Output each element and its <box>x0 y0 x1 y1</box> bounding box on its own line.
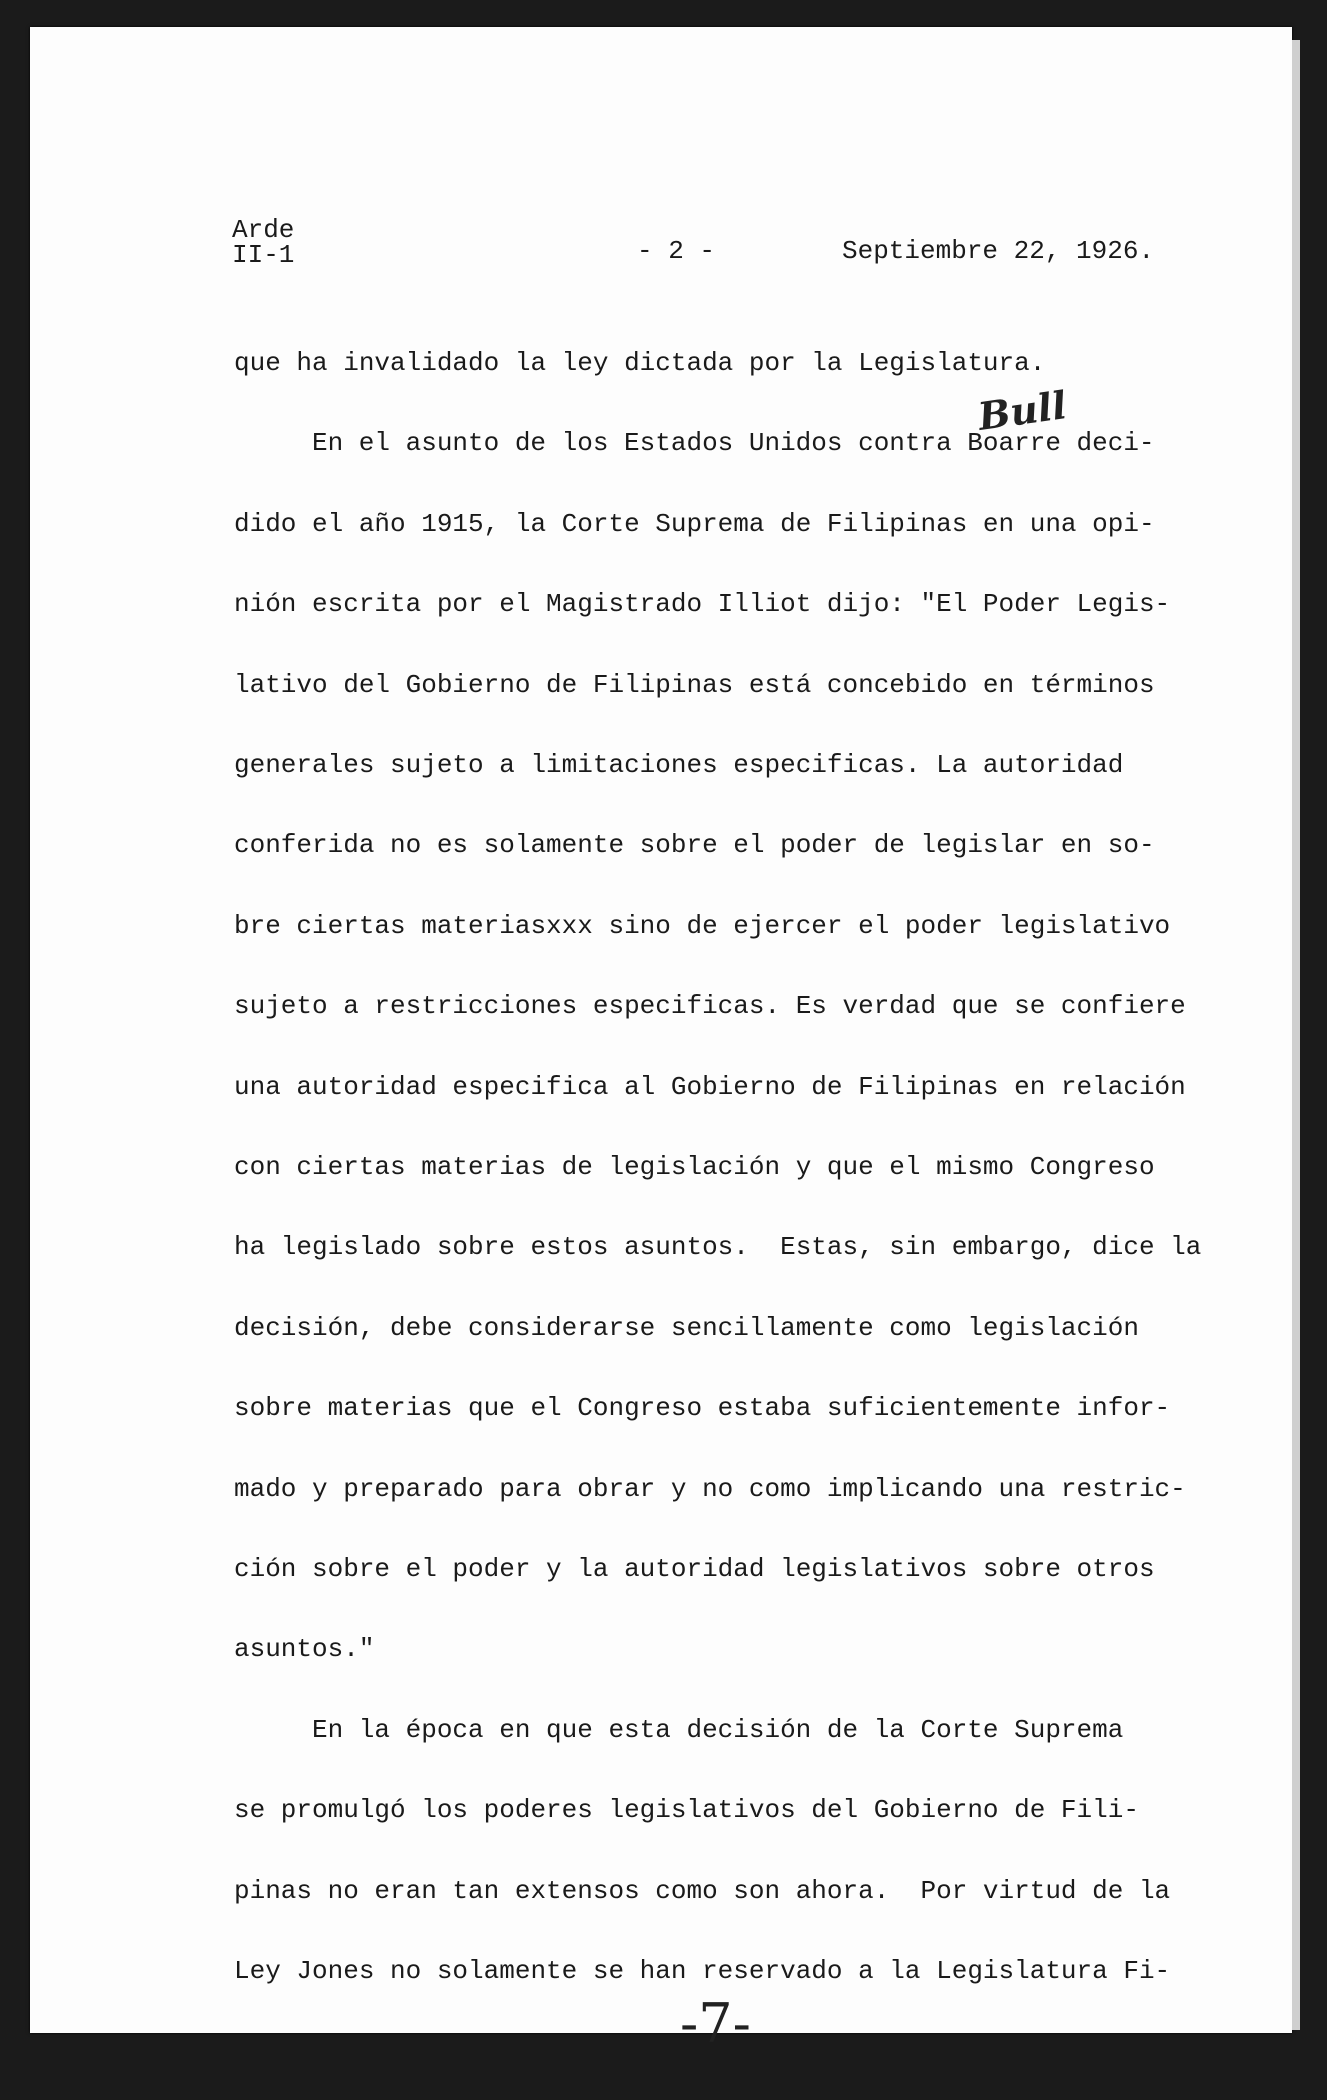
handwritten-correction: Bull <box>975 382 1070 439</box>
text-line: una autoridad especifica al Gobierno de Filipinas en relación <box>234 1071 1186 1102</box>
document-date: Septiembre 22, 1926. <box>842 236 1155 266</box>
text-line: que ha invalidado la ley dictada por la Legislatura. <box>234 348 1046 378</box>
text-line: sujeto a restricciones especificas. Es verdad que se confiere <box>234 991 1186 1022</box>
text-line: generales sujeto a limitaciones especificas. La autoridad <box>234 750 1124 780</box>
text-line: En la época en que esta decisión de la Corte Suprema <box>312 1714 1124 1745</box>
text-line: conferida no es solamente sobre el poder de legislar en so- <box>234 830 1155 861</box>
text-line: ha legislado sobre estos asuntos. Estas, sin embargo, dice la <box>234 1232 1202 1263</box>
text-line: bre ciertas materiasxxx sino de ejercer el poder legislativo <box>234 910 1171 941</box>
reference-number: II-1 <box>232 240 295 270</box>
text-line: dido el año 1915, la Corte Suprema de Filipinas en una opi- <box>234 508 1155 539</box>
page-edge <box>1292 40 1300 2030</box>
text-line: mado y preparado para obrar y no como implicando una restric- <box>234 1473 1186 1504</box>
text-line: nión escrita por el Magistrado Illiot dijo: "El Poder Legis- <box>234 589 1171 620</box>
page-number: - 2 - <box>637 236 716 266</box>
text-line: lativo del Gobierno de Filipinas está concebido en términos <box>234 669 1155 700</box>
handwritten-page-mark: -7- <box>680 1992 751 2055</box>
text-line: con ciertas materias de legislación y que el mismo Congreso <box>234 1152 1155 1182</box>
text-line: pinas no eran tan extensos como son ahora. Por virtud de la <box>234 1875 1171 1906</box>
text-line: En el asunto de los Estados Unidos contra Boarre deci- <box>312 428 1155 459</box>
text-line: sobre materias que el Congreso estaba suficientemente infor- <box>234 1393 1171 1424</box>
text-line: decisión, debe considerarse sencillamente como legislación <box>234 1312 1139 1343</box>
text-line: se promulgó los poderes legislativos del Gobierno de Fili- <box>234 1795 1139 1826</box>
text-line: Ley Jones no solamente se han reservado a la Legislatura Fi- <box>234 1956 1171 1986</box>
reference-code: Arde <box>232 215 295 245</box>
text-line: ción sobre el poder y la autoridad legislativos sobre otros <box>234 1554 1155 1584</box>
text-line: asuntos." <box>234 1634 375 1665</box>
